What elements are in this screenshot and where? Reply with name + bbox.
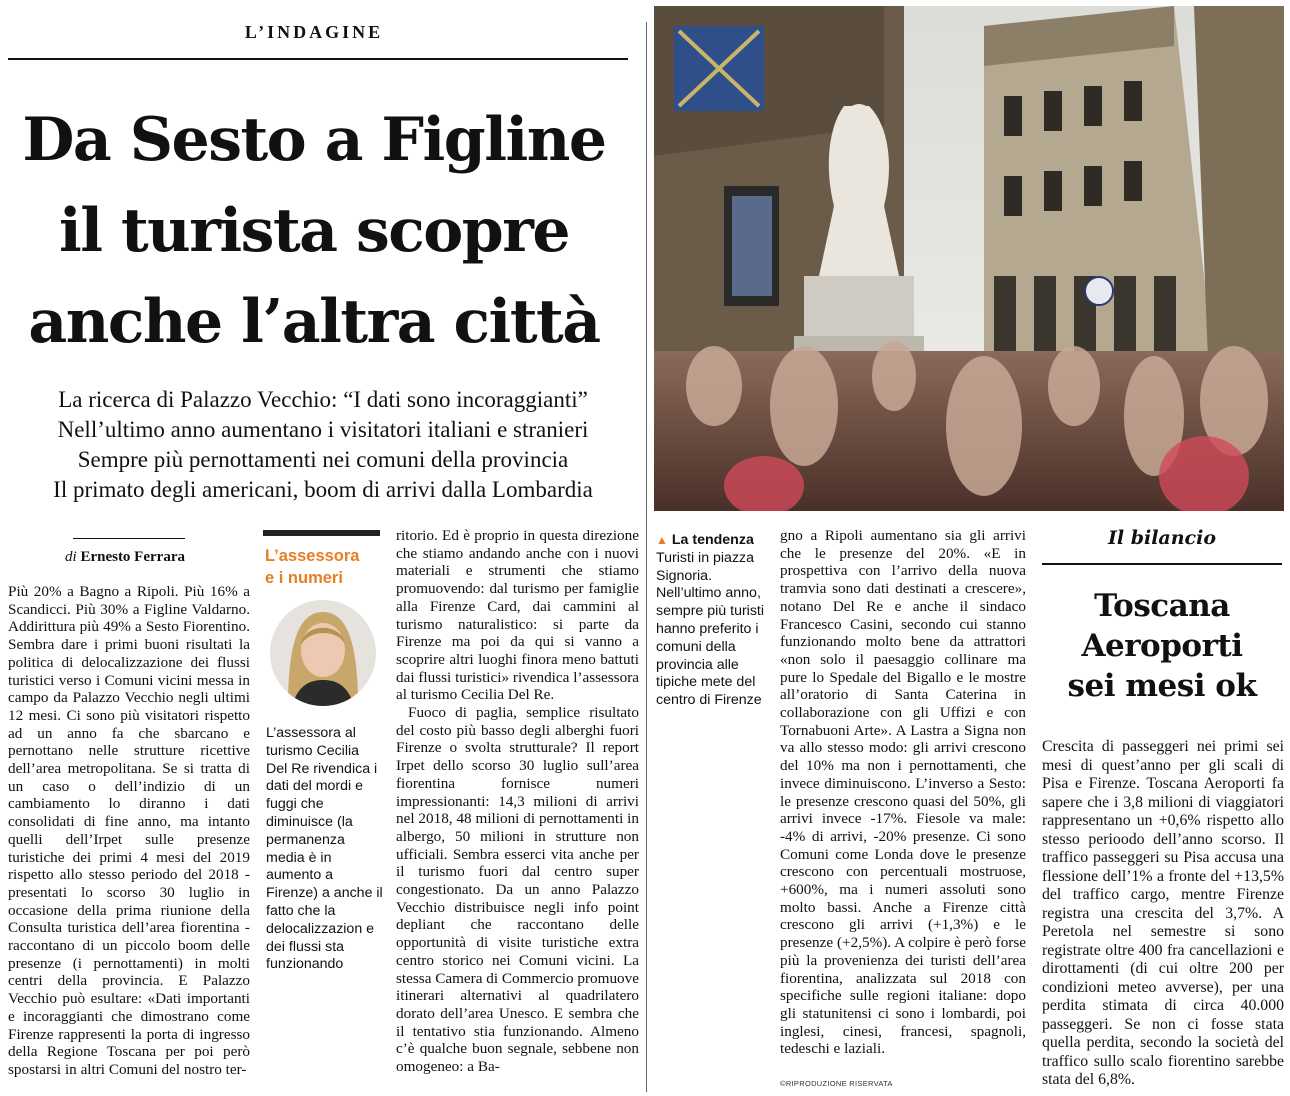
article-paragraph: gno a Ripoli aumentano sia gli arrivi che le presenze del 20%. «E in prospettiva con l’arrivo della nuova tramvia sono dati destinati a crescere», notano Del Re e anche il sindaco Francesco Casini, secondo cui stanno funzionando molto bene da attrattori «non solo il paesaggio collinare ma pure lo Spedale del Bigallo e le mostre all’oratorio di Santa Caterina in collaborazione con gli Uffizi e con Tornabuoni Arte». A Lastra a Signa non va allo stesso modo: gli arrivi crescono del 10% ma non i pernottamenti, che invece diminuiscono. L’inverso a Sesto: le presenze crescono quasi del 50%, gli arrivi invece -17%. Fiesole va male: -4% di arrivi, -20% presenze. Ci sono Comuni come Londa dove le presenze crescono con percentuali mostruose, +600%, ma i numeri assoluti sono molto bassi. Anche a Firenze città crescono gli arrivi (+1,3%) e le presenze (+2,5%). A colpire è però forse più la provenienza dei turisti dell’area fiorentina, analizzata sul 2018 con specifiche sulle regioni italiane: dopo gli statunitensi ci sono i lombardi, poi inglesi, cinesi, francesi, spagnoli, tedeschi e laziali.	[780, 527, 1026, 1058]
byline-author: Ernesto Ferrara	[80, 549, 185, 565]
sidebar-label: Il bilancio	[1107, 527, 1217, 549]
headline-line: Da Sesto a Figline	[22, 105, 606, 175]
sidebar-title-line: sei mesi ok	[1067, 668, 1257, 704]
triangle-icon: ▲	[656, 533, 668, 547]
assessora-portrait	[270, 600, 376, 706]
article-column-5	[780, 527, 1026, 1058]
subheadline-line: Nell’ultimo anno aumentano i visitatori italiani e stranieri	[57, 417, 589, 442]
subheadline-line: Il primato degli americani, boom di arrivi dalla Lombardia	[53, 477, 593, 502]
sidebar-title	[1042, 586, 1282, 706]
headline-line: anche l’altra città	[28, 287, 600, 357]
subheadline-line: La ricerca di Palazzo Vecchio: “I dati sono incoraggianti”	[58, 387, 588, 412]
byline-prefix: di	[65, 549, 77, 565]
sidebar-rule	[1042, 563, 1282, 565]
reproduction-notice: ©RIPRODUZIONE RISERVATA	[780, 1079, 893, 1088]
infobox-rule	[263, 530, 380, 536]
byline-rule	[73, 538, 185, 539]
caption-text: Turisti in piazza Signoria. Nell’ultimo anno, sempre più turisti hanno preferito i comuni della provincia alle tipiche mete del centro di Firenze	[656, 549, 765, 709]
infobox-title	[265, 545, 385, 589]
headline	[0, 95, 628, 368]
photo-caption	[656, 532, 770, 710]
column-divider	[646, 22, 647, 1092]
subheadline	[0, 385, 646, 505]
sidebar-title-line: Toscana	[1094, 588, 1230, 624]
byline	[0, 549, 250, 566]
sidebar-title-line: Aeroporti	[1081, 628, 1243, 664]
subheadline-line: Sempre più pernottamenti nei comuni della provincia	[77, 447, 569, 472]
infobox-title-line: L’assessora	[265, 547, 360, 565]
article-column-1	[8, 583, 250, 1079]
infobox-title-line: e i numeri	[265, 569, 343, 587]
section-kicker: L’INDAGINE	[244, 22, 384, 42]
sidebar-text: Crescita di passeggeri nei primi sei mesi di quest’anno per gli scali di Pisa e Firenze. Toscana Aeroporti fa sapere che i 3,8 milioni di viaggiatori rappresentano un +0,6% rispetto allo stesso perioodo dell’anno scorso. Il traffico passeggeri su Pisa accusa una flessione dell’1% a fronte del +13,5% del traffico cargo, mentre Firenze registra una crescita del 3,7%. A Peretola nel semestre si sono registrate oltre 400 fra cancellazioni e dirottamenti (di cui oltre 200 per condizioni meteo avverse), per una perdita stimata di circa 40.000 passeggeri. Se non ci fosse stata quella perdita, secondo la società del traffico sullo scalo fiorentino sarebbe stata del 6,8%.	[1042, 738, 1284, 1088]
photo-illustration	[654, 6, 1284, 511]
portrait-illustration	[270, 600, 376, 706]
kicker-rule	[8, 58, 628, 60]
article-column-3	[396, 527, 639, 1076]
article-paragraph: ritorio. Ed è proprio in questa direzione che stiamo andando anche con i nuovi materiali e strumenti che stiamo promuovendo: dal turismo per famiglie alla Firenze Card, dai cammini al turismo naturalistico: si parte da Firenze ma poi da qui si vanno a scoprire altri luoghi finora meno battuti dai flussi turistici» rivendica l’assessora al turismo Cecilia Del Re.	[396, 527, 639, 704]
piazza-signoria-photo	[654, 6, 1284, 511]
infobox-text: L’assessora al turismo Cecilia Del Re rivendica i dati del mordi e fuggi che diminuisce (la permanenza media è in aumento a Firenze) a anche il fatto che la delocalizzazion e dei flussi sta funzionando	[266, 725, 383, 973]
article-paragraph: Più 20% a Bagno a Ripoli. Più 16% a Scandicci. Più 30% a Figline Valdarno. Addirittura più 49% a Sesto Fiorentino. Sembra dare i primi buoni risultati la politica di delocalizzazione dei flussi turistici verso i Comuni vicini messa in campo da Palazzo Vecchio negli ultimi 12 mesi. Ci sono più visitatori rispetto ad un anno fa che sbarcano e pernottano nelle strutture ricettive dell’area metropolitana. Se si tratta di un caso o dell’indizio di un cambiamento lo diranno i dati consolidati di fine anno, ma intanto quelli dell’Irpet sulle presenze turistiche dei primi 4 mesi del 2019 rispetto allo stesso periodo del 2018 - presentati lo scorso 30 luglio in occasione della prima riunione della Consulta turistica dell’area fiorentina - raccontano di un piccolo boom delle presenze (i pernottamenti) in molti centri della provincia. E Palazzo Vecchio può esultare: «Dati importanti e incoraggianti che dimostrano come Firenze rappresenti la porta di ingresso della Regione Toscana per poi però spostarsi in altri Comuni del nostro ter-	[8, 583, 250, 1078]
article-paragraph: Fuoco di paglia, semplice risultato del costo più basso degli alberghi fuori Firenze o svolta strutturale? Il report Irpet dello scorso 30 luglio sull’area fiorentina fornisce numeri impressionanti: 14,3 milioni di arrivi nel 2018, 48 milioni di pernottamenti in albergo, 50 milioni in strutture non ufficiali. Sembra esserci vita anche per il turismo fuori dal centro super congestionato. Da un anno Palazzo Vecchio distribuisce negli info point depliant che raccontano delle opportunità di visite turistiche extra centro storico nei Comuni vicini. La stessa Camera di Commercio promuove itinerari alternativi al quadrilatero dorato dell’area Unesco. E sembra che il tentativo stia funzionando. Almeno c’è qualche buon segnale, sebbene non omogeneo: a Ba-	[396, 704, 639, 1076]
caption-label: La tendenza	[671, 532, 754, 548]
headline-line: il turista scopre	[58, 196, 570, 266]
